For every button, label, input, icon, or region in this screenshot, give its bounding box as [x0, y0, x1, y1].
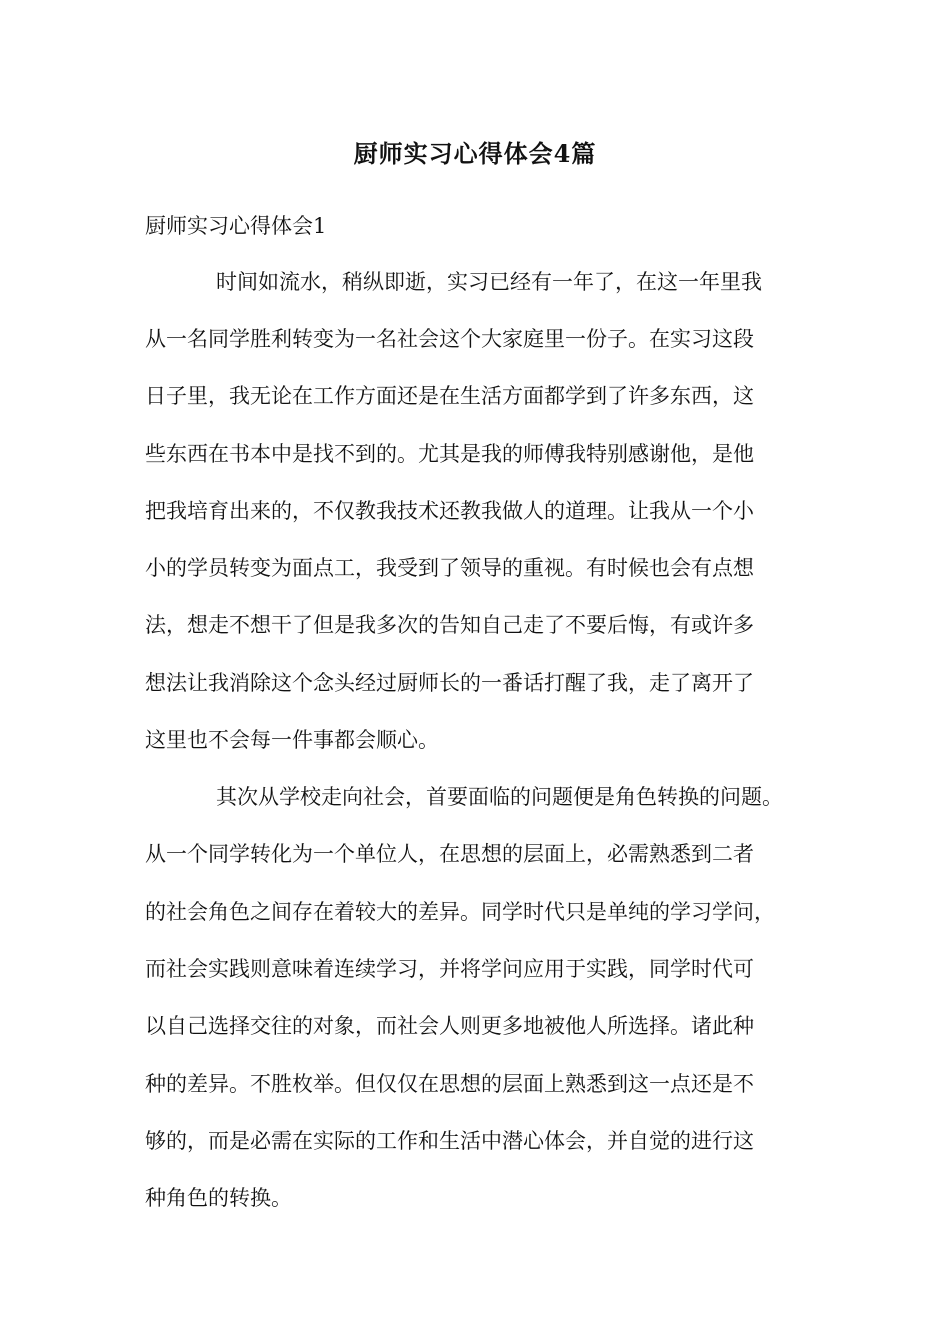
paragraph-2-line: 其次从学校走向社会，首要面临的问题便是角色转换的问题。: [216, 785, 783, 809]
paragraph-1-line: 想法让我消除这个念头经过厨师长的一番话打醒了我，走了离开了: [145, 671, 754, 695]
paragraph-1-line: 这里也不会每一件事都会顺心。: [145, 728, 439, 752]
paragraph-1-line: 法，想走不想干了但是我多次的告知自己走了不要后悔，有或许多: [145, 613, 754, 637]
paragraph-2-line: 的社会角色之间存在着较大的差异。同学时代只是单纯的学习学问，: [145, 900, 775, 924]
document-title: 厨师实习心得体会4篇: [353, 139, 597, 168]
paragraph-2-line: 够的，而是必需在实际的工作和生活中潜心体会，并自觉的进行这: [145, 1129, 754, 1153]
paragraph-1-line: 小的学员转变为面点工，我受到了领导的重视。有时候也会有点想: [145, 556, 754, 580]
paragraph-1-line: 时间如流水，稍纵即逝，实习已经有一年了，在这一年里我: [216, 270, 762, 294]
paragraph-1-line: 把我培育出来的，不仅教我技术还教我做人的道理。让我从一个小: [145, 499, 754, 523]
section-heading: 厨师实习心得体会1: [145, 214, 327, 238]
paragraph-1-line: 从一名同学胜利转变为一名社会这个大家庭里一份子。在实习这段: [145, 327, 754, 351]
paragraph-2-line: 而社会实践则意味着连续学习，并将学问应用于实践，同学时代可: [145, 957, 754, 981]
paragraph-1-line: 日子里，我无论在工作方面还是在生活方面都学到了许多东西，这: [145, 384, 754, 408]
paragraph-2-line: 种角色的转换。: [145, 1186, 292, 1210]
paragraph-1-line: 些东西在书本中是找不到的。尤其是我的师傅我特别感谢他，是他: [145, 442, 754, 466]
paragraph-2-line: 种的差异。不胜枚举。但仅仅在思想的层面上熟悉到这一点还是不: [145, 1072, 754, 1096]
paragraph-2-line: 以自己选择交往的对象，而社会人则更多地被他人所选择。诸此种: [145, 1014, 754, 1038]
paragraph-2-line: 从一个同学转化为一个单位人，在思想的层面上，必需熟悉到二者: [145, 842, 754, 866]
